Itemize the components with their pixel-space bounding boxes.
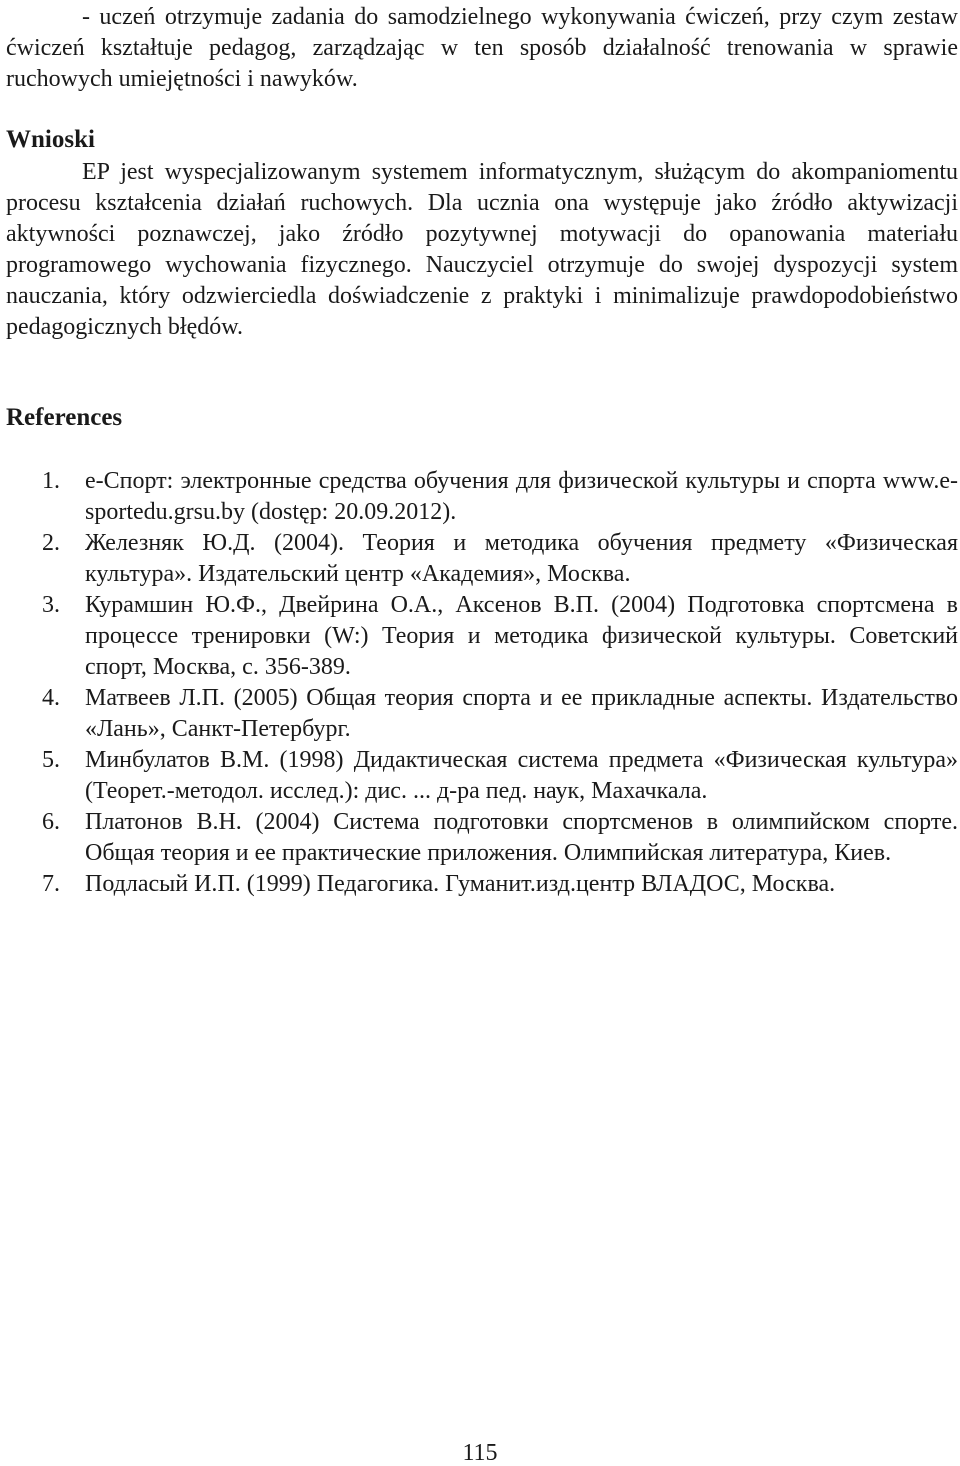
reference-item: [6, 869, 958, 900]
reference-number: 7.: [42, 871, 60, 897]
reference-text: Матвеев Л.П. (2005) Общая теория спорта и ее прикладные аспекты. Издательство «Лань», Санкт-Петербург.: [85, 685, 958, 742]
reference-item: [6, 590, 958, 683]
references-heading: References: [6, 404, 123, 431]
reference-text: e-Спорт: электронные средства обучения для физической культуры и спорта www.e-sportedu.grsu.by (dostęp: 20.09.2012).: [85, 468, 958, 525]
reference-text: Минбулатов В.М. (1998) Дидактическая система предмета «Физическая культура» (Теорет.-методол. исслед.): дис. ... д-ра пед. наук, Махачкала.: [85, 747, 958, 804]
reference-text: Платонов В.Н. (2004) Система подготовки спортсменов в олимпийском спорте. Общая теория и ее практические приложения. Олимпийская литература, Киев.: [85, 809, 958, 866]
reference-text: Железняк Ю.Д. (2004). Теория и методика обучения предмету «Физическая культура». Издательский центр «Академия», Москва.: [85, 530, 958, 587]
reference-item: [6, 745, 958, 807]
reference-text: Подласый И.П. (1999) Педагогика. Гуманит.изд.центр ВЛАДОС, Москва.: [85, 871, 836, 897]
references-list: [6, 466, 958, 900]
reference-item: [6, 466, 958, 528]
intro-paragraph: - uczeń otrzymuje zadania do samodzielnego wykonywania ćwiczeń, przy czym zestaw ćwiczeń kształtuje pedagog, zarządzając w ten sposób działalność trenowania w sprawie ruchowych umiejętności i nawyków.: [6, 4, 958, 92]
reference-item: [6, 528, 958, 590]
page-number: 115: [462, 1440, 498, 1466]
reference-item: [6, 683, 958, 745]
reference-text: Курамшин Ю.Ф., Двейрина О.А., Аксенов В.П. (2004) Подготовка спортсмена в процессе тренировки (W:) Теория и методика физической культуры. Советский спорт, Москва, с. 356-389.: [85, 592, 958, 680]
reference-number: 2.: [42, 530, 60, 556]
reference-number: 3.: [42, 592, 60, 618]
conclusions-paragraph: EP jest wyspecjalizowanym systemem informatycznym, służącym do akompaniomentu procesu kształcenia działań ruchowych. Dla ucznia ona występuje jako źródło aktywizacji aktywności poznawczej, jako źródło pozytywnej motywacji do opanowania materiału programowego wychowania fizycznego. Nauczyciel otrzymuje do swojej dyspozycji system nauczania, który odzwierciedla doświadczenie z praktyki i minimalizuje prawdopodobieństwo pedagogicznych błędów.: [6, 159, 958, 340]
reference-number: 5.: [42, 747, 60, 773]
reference-number: 6.: [42, 809, 60, 835]
reference-item: [6, 807, 958, 869]
conclusions-heading: Wnioski: [6, 126, 95, 153]
reference-number: 4.: [42, 685, 60, 711]
reference-number: 1.: [42, 468, 60, 494]
